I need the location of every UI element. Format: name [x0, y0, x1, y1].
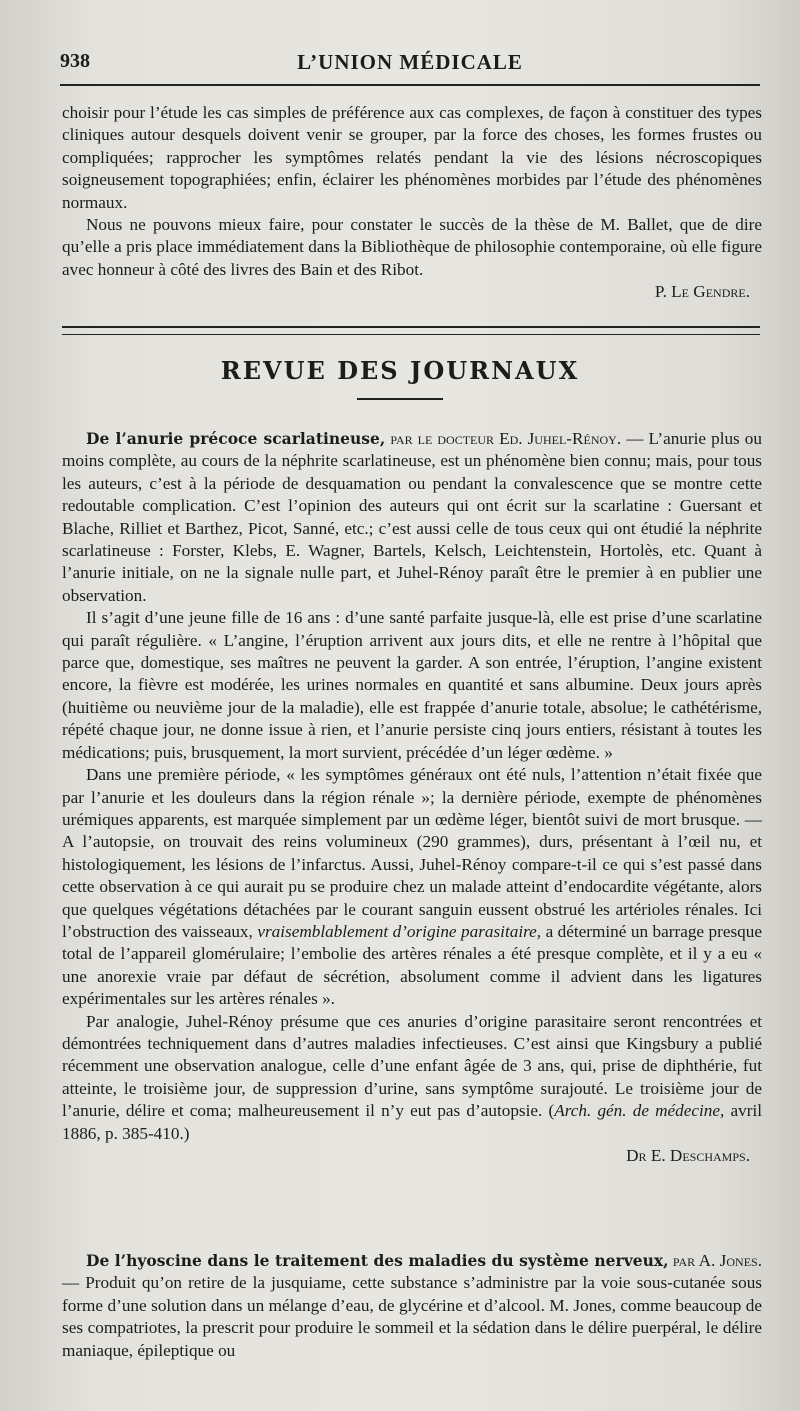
- citation: Arch. gén. de médecine,: [554, 1101, 725, 1121]
- section-title: REVUE DES JOURNAUX: [220, 356, 580, 385]
- journal-title: L’UNION MÉDICALE: [297, 50, 523, 74]
- signature: P. Le Gendre.: [654, 282, 750, 302]
- paragraph: [62, 764, 762, 1010]
- article-text: a déterminé un barrage presque total de l’appareil glomérulaire; l’embolie des artères rénales a été presque complète, et il y a eu « une anorexie vraie par défaut de sécrétion, absolument comme il advient dans les ligatures expérimentales sur les artères rénales ».: [62, 921, 762, 1009]
- paragraph: choisir pour l’étude les cas simples de préférence aux cas complexes, de façon à constituer des types cliniques autour desquels doivent venir se grouper, par la force des choses, les formes frustes ou compliquées; rapprocher les symptômes relatés pendant la vie des lésions nécroscopiques soigneusement topographiées; enfin, éclairer les phénomènes morbides par l’étude des phénomènes normaux.: [62, 103, 762, 212]
- article-heading: De l’anurie précoce scarlatineuse,: [86, 429, 386, 448]
- article-anurie: [62, 428, 762, 1167]
- article-text: Par analogie, Juhel-Rénoy présume que ces anuries d’origine parasitaire seront rencontrées et démontrées techniquement dans d’autres maladies infectieuses. C’est ainsi que Kingsbury a publié récemment une observation analogue, celle d’une enfant âgée de 3 ans, qui, prise de diphthérie, fut atteinte, le troisième jour, de suppression d’urine, sans symptôme surajouté. Le troisième jour de l’anurie, délire et coma; malheureusement il n’y eut pas d’autopsie. (: [62, 1011, 762, 1121]
- article-text: — Produit qu’on retire de la jusquiame, cette substance s’administre par la voie sous-cutanée sous forme d’une solution dans un mélange d’eau, de glycérine et d’alcool. M. Jones, comme beaucoup de ses compatriotes, la prescrit pour produire le sommeil et la sédation dans le délire puerpéral, le délire maniaque, épileptique ou: [62, 1273, 762, 1360]
- signature: Dr E. Deschamps.: [626, 1146, 750, 1165]
- article-hyoscine: [62, 1250, 762, 1362]
- header-rule: [60, 84, 760, 86]
- page-header: [60, 50, 760, 80]
- paragraph: Nous ne pouvons mieux faire, pour constater le succès de la thèse de M. Ballet, que de dire qu’elle a pris place immédiatement dans la Bibliothèque de philosophie contemporaine, où elle figure avec honneur à côté des livres des Bain et des Ribot.: [62, 215, 762, 279]
- section-divider: [62, 326, 760, 335]
- article-heading: De l’hyoscine dans le traitement des maladies du système nerveux,: [86, 1251, 669, 1270]
- article-byline: par A. Jones.: [668, 1251, 762, 1270]
- paragraph: [62, 1011, 762, 1145]
- paragraph: [62, 428, 762, 607]
- page-number: 938: [60, 50, 90, 72]
- article-byline: par le docteur Ed. Juhel-Rénoy.: [385, 429, 622, 448]
- article-text: — L’anurie plus ou moins complète, au cours de la néphrite scarlatineuse, est un phénomène bien connu; mais, pour tous les auteurs, c’est à la période de desquamation ou pendant la convalescence que se montre cette redoutable complication. C’est l’opinion des auteurs qui ont écrit sur la scarlatine : Guersant et Blache, Rilliet et Barthez, Picot, Sanné, etc.; c’est aussi celle de tous ceux qui ont étudié la néphrite scarlatineuse : Forster, Klebs, E. Wagner, Bartels, Kelsch, Leichtenstein, Hortolès, etc. Quant à l’anurie initiale, on ne la signale nulle part, et Juhel-Rénoy paraît être le premier à en publier une observation.: [62, 429, 762, 605]
- italic-text: vraisemblablement d’origine parasitaire,: [257, 921, 542, 941]
- article-text: Dans une première période, « les symptômes généraux ont été nuls, l’attention n’était fixée que par l’anurie et les douleurs dans la région rénale »; la dernière période, exempte de phénomènes urémiques apparents, est marquée simplement par un œdème léger, bientôt suivi de mort brusque. — A l’autopsie, on trouvait des reins volumineux (290 grammes), durs, présentant à l’œil nu, et histologiquement, les lésions de l’infarctus. Aussi, Juhel-Rénoy compare-t-il ce qui s’est passé dans cette observation à ce qui aurait pu se produire chez un malade atteint d’endocardite végétante, alors que quelques végétations détachées par le courant sanguin eussent obstrué les artérioles rénales. Ici l’obstruction des vaisseaux,: [62, 765, 762, 941]
- title-underline: [357, 398, 443, 400]
- top-text-block: [62, 102, 762, 304]
- paragraph: Il s’agit d’une jeune fille de 16 ans : d’une santé parfaite jusque-là, elle est prise d’une scarlatine qui paraît régulière. « L’angine, l’éruption arrivent aux jours dits, et elle ne rentre à l’hôpital que parce que, domestique, ses maîtres ne peuvent la garder. A son entrée, l’éruption, l’angine existent encore, la fièvre est modérée, les urines normales en quantité et sans albumine. Deux jours après (huitième ou neuvième jour de la maladie), elle est frappée d’anurie totale, absolue; le cathétérisme, répété chaque jour, ne donne issue à rien, et l’anurie persiste cinq jours entiers, résistant à toutes les médications; puis, brusquement, la mort survient, précédée d’un léger œdème. »: [62, 608, 762, 762]
- article-text: avril 1886, p. 385-410.): [62, 1101, 763, 1143]
- paragraph: [62, 1250, 762, 1362]
